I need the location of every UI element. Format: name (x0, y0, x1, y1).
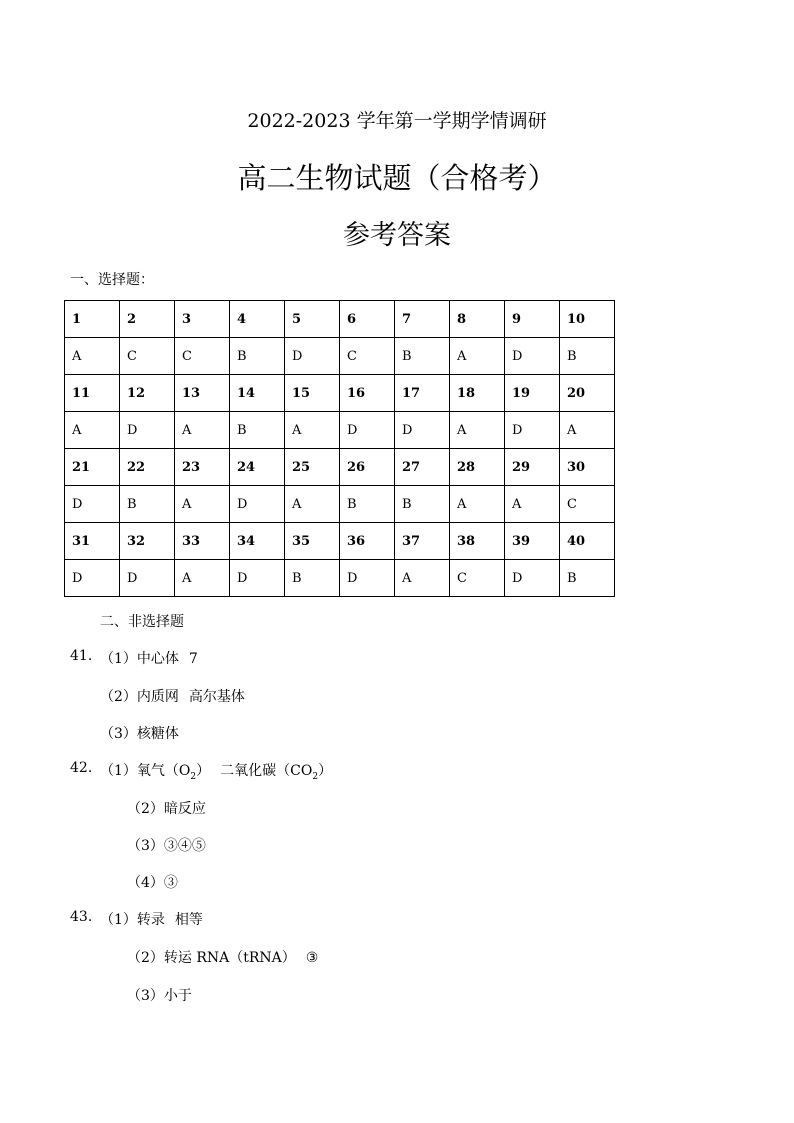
answer-cell: A (175, 560, 230, 597)
question-number-cell: 1 (65, 301, 120, 338)
answer-cell: D (230, 486, 285, 523)
q41-part1 (100, 648, 198, 668)
answer-cell: A (65, 338, 120, 375)
q41-part2 (100, 686, 245, 706)
question-number-cell: 26 (340, 449, 395, 486)
answer-table (64, 300, 615, 597)
question-number-row (65, 375, 615, 412)
answer-cell: D (230, 560, 285, 597)
q42-co2-label: 二氧化碳（CO (220, 763, 313, 779)
question-number-cell: 34 (230, 523, 285, 560)
question-number-cell: 25 (285, 449, 340, 486)
q43-part1-label: （1）转录 (100, 912, 165, 928)
q41-part3: （3）核糖体 (100, 726, 179, 742)
question-number-cell: 19 (505, 375, 560, 412)
question-number-cell: 28 (450, 449, 505, 486)
q43-part3: （3）小于 (127, 988, 192, 1004)
question-number-cell: 8 (450, 301, 505, 338)
question-number-cell: 24 (230, 449, 285, 486)
question-number-cell: 17 (395, 375, 450, 412)
question-number-cell: 18 (450, 375, 505, 412)
answer-cell: A (175, 412, 230, 449)
answer-cell: B (560, 560, 615, 597)
question-number-cell: 29 (505, 449, 560, 486)
question-number-row (65, 449, 615, 486)
q42-co2-close: ） (318, 763, 333, 779)
answer-cell: C (560, 486, 615, 523)
answer-cell: C (340, 338, 395, 375)
question-number-cell: 13 (175, 375, 230, 412)
answer-cell: D (340, 560, 395, 597)
question-number-cell: 35 (285, 523, 340, 560)
non-choice-heading: 二、非选择题 (100, 614, 184, 630)
answer-row (65, 412, 615, 449)
answer-cell: B (560, 338, 615, 375)
question-number-cell: 36 (340, 523, 395, 560)
answer-row (65, 338, 615, 375)
answer-cell: D (120, 412, 175, 449)
question-number-cell: 12 (120, 375, 175, 412)
question-number-cell: 38 (450, 523, 505, 560)
multiple-choice-heading: 一、选择题： (70, 272, 154, 288)
q43-part2 (127, 947, 318, 967)
question-number-cell: 2 (120, 301, 175, 338)
answer-cell: B (230, 338, 285, 375)
question-number-cell: 40 (560, 523, 615, 560)
q41-part1-label: （1）中心体 (100, 651, 179, 667)
question-number-cell: 33 (175, 523, 230, 560)
question-number-row (65, 523, 615, 560)
q42-co2-sub: 2 (312, 771, 319, 782)
answer-cell: A (175, 486, 230, 523)
question-number-cell: 31 (65, 523, 120, 560)
answer-cell: D (65, 560, 120, 597)
answer-cell: B (395, 486, 450, 523)
answer-cell: B (285, 560, 340, 597)
q41-number: 41. (70, 648, 93, 664)
answer-cell: D (505, 412, 560, 449)
question-number-cell: 27 (395, 449, 450, 486)
q42-part3: （3）③④⑤ (127, 838, 206, 854)
answer-cell: A (450, 486, 505, 523)
question-number-cell: 22 (120, 449, 175, 486)
exam-subject-title: 高二生物试题（合格考） (237, 161, 557, 195)
question-number-cell: 20 (560, 375, 615, 412)
answer-cell: B (340, 486, 395, 523)
question-number-cell: 10 (560, 301, 615, 338)
answer-row (65, 560, 615, 597)
question-number-cell: 15 (285, 375, 340, 412)
question-number-cell: 32 (120, 523, 175, 560)
answer-cell: B (120, 486, 175, 523)
question-number-cell: 23 (175, 449, 230, 486)
answer-cell: D (65, 486, 120, 523)
q41-part2-label: （2）内质网 (100, 689, 179, 705)
answer-cell: A (395, 560, 450, 597)
question-number-cell: 14 (230, 375, 285, 412)
q43-part2-label: （2）转运 RNA（tRNA） (127, 950, 296, 966)
q42-part1 (100, 760, 332, 782)
q42-part4: （4）③ (127, 875, 178, 891)
q43-part1 (100, 909, 203, 929)
answer-cell: A (285, 486, 340, 523)
answer-cell: A (285, 412, 340, 449)
answer-cell: C (120, 338, 175, 375)
answer-cell: D (285, 338, 340, 375)
answer-cell: A (450, 338, 505, 375)
answer-cell: D (505, 560, 560, 597)
answer-cell: D (340, 412, 395, 449)
q43-part1-value: 相等 (174, 912, 203, 928)
question-number-cell: 5 (285, 301, 340, 338)
q41-part1-value: 7 (188, 651, 198, 667)
q41-part2-value: 高尔基体 (188, 689, 245, 705)
answer-cell: B (395, 338, 450, 375)
answer-cell: D (505, 338, 560, 375)
question-number-cell: 6 (340, 301, 395, 338)
question-number-cell: 30 (560, 449, 615, 486)
question-number-cell: 21 (65, 449, 120, 486)
q42-oxygen-close: ） (196, 763, 211, 779)
answer-cell: A (560, 412, 615, 449)
answer-cell: D (120, 560, 175, 597)
question-number-cell: 3 (175, 301, 230, 338)
question-number-row (65, 301, 615, 338)
question-number-cell: 11 (65, 375, 120, 412)
question-number-cell: 4 (230, 301, 285, 338)
q42-oxygen-sub: 2 (190, 771, 197, 782)
answer-cell: A (505, 486, 560, 523)
answer-cell: B (230, 412, 285, 449)
exam-term-title: 2022-2023 学年第一学期学情调研 (247, 110, 547, 132)
question-number-cell: 37 (395, 523, 450, 560)
answer-cell: C (450, 560, 505, 597)
question-number-cell: 39 (505, 523, 560, 560)
answer-cell: D (395, 412, 450, 449)
q42-oxygen-label: （1）氧气（O (100, 763, 191, 779)
question-number-cell: 7 (395, 301, 450, 338)
answer-cell: A (450, 412, 505, 449)
question-number-cell: 16 (340, 375, 395, 412)
answer-key-title: 参考答案 (343, 220, 451, 251)
answer-cell: C (175, 338, 230, 375)
answer-cell: A (65, 412, 120, 449)
q43-part2-value: ③ (305, 950, 319, 966)
q42-part2: （2）暗反应 (127, 801, 206, 817)
question-number-cell: 9 (505, 301, 560, 338)
q42-number: 42. (70, 760, 93, 776)
answer-row (65, 486, 615, 523)
q43-number: 43. (70, 909, 93, 925)
